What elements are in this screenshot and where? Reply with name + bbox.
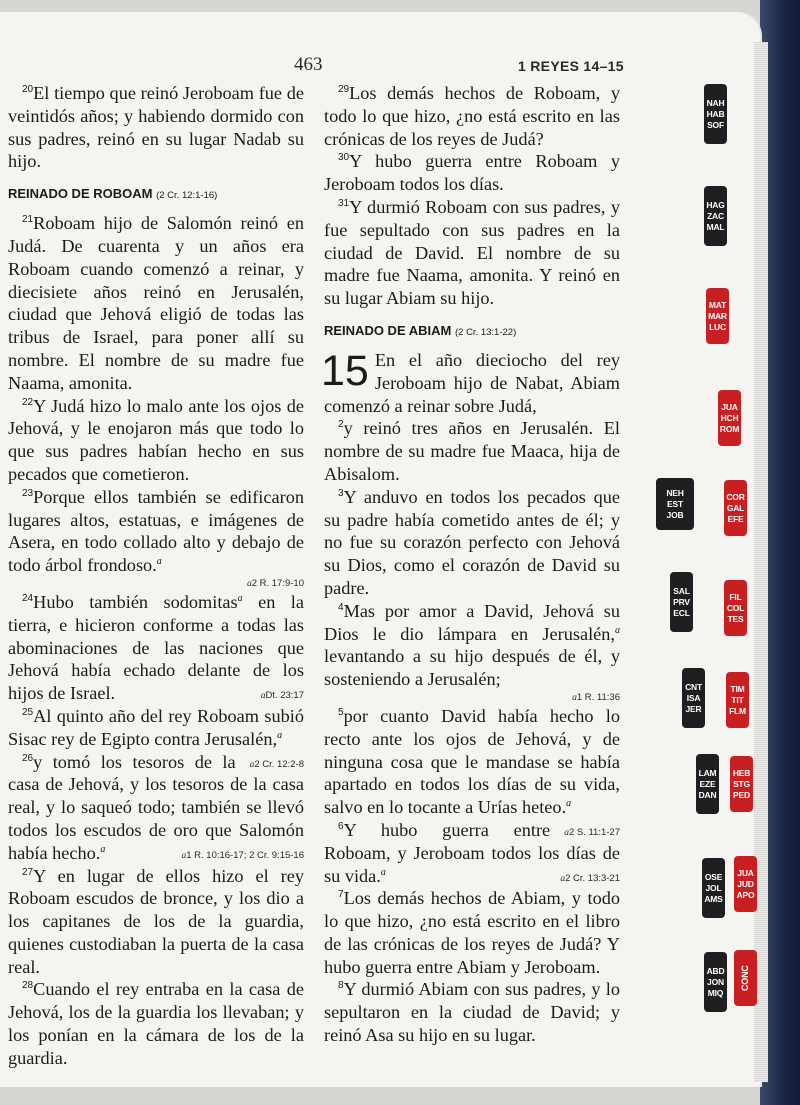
cross-ref-mark: a bbox=[181, 850, 187, 861]
cross-ref-mark: a bbox=[237, 592, 243, 604]
verse-number: 22 bbox=[22, 396, 34, 408]
thumb-tab-label: ECL bbox=[673, 607, 690, 618]
thumb-tab-label: NAH bbox=[706, 97, 725, 108]
cross-ref-mark: a bbox=[380, 866, 386, 878]
thumb-tab-label: LUC bbox=[709, 321, 726, 332]
thumb-tab-label: EST bbox=[667, 498, 683, 509]
cross-ref-mark: a bbox=[564, 827, 569, 838]
verse bbox=[324, 887, 620, 978]
cross-ref-mark: a bbox=[277, 729, 283, 741]
verse-text: Los demás hechos de Abiam, y todo lo que hizo, ¿no está escrito en el libro de las crónicas de los reyes de Judá? Y hubo guerra entre Abiam y Jeroboam. bbox=[324, 888, 620, 977]
verse bbox=[324, 82, 620, 150]
thumb-tab-label: JUA bbox=[721, 401, 738, 412]
thumb-tab[interactable] bbox=[726, 672, 749, 728]
verse-text: Y en lugar de ellos hizo el rey Roboam escudos de bronce, y los dio a los capitanes de los de la guardia, quienes custodiaban la puerta de la casa real. bbox=[8, 865, 304, 977]
thumb-tab-label: FIL bbox=[729, 591, 742, 602]
chapter-opening bbox=[321, 346, 620, 417]
section-heading bbox=[324, 321, 620, 343]
cross-reference: aDt. 23:17 bbox=[260, 690, 304, 702]
verse-number: 25 bbox=[22, 706, 34, 718]
verse-number: 6 bbox=[338, 820, 344, 832]
thumb-tab[interactable] bbox=[682, 668, 705, 728]
thumb-tab-label: COL bbox=[726, 602, 745, 613]
thumb-tab-label: HAB bbox=[706, 108, 725, 119]
cross-ref-mark: a bbox=[560, 873, 566, 884]
thumb-tab-label: HAG bbox=[706, 199, 725, 210]
thumb-tab-label: JUD bbox=[737, 878, 754, 889]
verse-number: 3 bbox=[338, 487, 344, 499]
verse-text: Mas por amor a David, Jehová su Dios le dio lámpara en Jerusalén, bbox=[324, 600, 620, 644]
thumb-tab-label: HCH bbox=[720, 412, 739, 423]
verse-number: 8 bbox=[338, 980, 344, 992]
thumb-tab-label: PED bbox=[733, 789, 750, 800]
thumb-tab[interactable] bbox=[704, 952, 727, 1012]
verse-number: 31 bbox=[338, 197, 350, 209]
cross-reference: a2 R. 17:9-10 bbox=[246, 577, 304, 589]
cross-reference: a1 R. 10:16-17; 2 Cr. 9:15-16 bbox=[181, 849, 304, 861]
verse bbox=[324, 978, 620, 1046]
thumb-tab-label: ROM bbox=[719, 423, 740, 434]
verse-number: 23 bbox=[22, 487, 34, 499]
verse-text: Roboam hijo de Salomón reinó en Judá. De cuarenta y un años era Roboam cuando comenzó a reinar, y diecisiete años reinó en Jerusalén, ciudad que Jehová eligió de todas las tribus de Israel, para poner allí su nombre. El nombre de su madre fue Naama, amonita. bbox=[8, 213, 304, 393]
cross-ref-mark: a bbox=[615, 624, 620, 636]
verse bbox=[8, 395, 304, 486]
cross-ref-mark: a bbox=[246, 578, 252, 589]
cross-reference: a1 R. 11:36 bbox=[572, 691, 620, 703]
verse-text: Hubo también sodomitas bbox=[33, 591, 238, 612]
thumb-tab-label: ZAC bbox=[707, 210, 724, 221]
thumb-tab-label: TIM bbox=[730, 683, 745, 694]
verse bbox=[8, 82, 304, 173]
thumb-tab-label: STG bbox=[733, 778, 750, 789]
thumb-tab-label: TIT bbox=[731, 694, 744, 705]
thumb-tab-label: JON bbox=[707, 976, 724, 987]
thumb-tab-label: MAL bbox=[706, 221, 725, 232]
section-heading-ref: (2 Cr. 13:1-22) bbox=[454, 326, 517, 338]
verse-number: 21 bbox=[22, 214, 34, 226]
thumb-tab[interactable] bbox=[724, 480, 747, 536]
cross-reference: a2 S. 11:1-27 bbox=[564, 826, 620, 838]
thumb-tab-label: CNT bbox=[685, 681, 702, 692]
verse-text: Y anduvo en todos los pecados que su padre había cometido antes de él; y no fue su corazón perfecto con Jehová su Dios, como el corazón de David su padre. bbox=[324, 486, 620, 598]
thumb-tab[interactable] bbox=[670, 572, 693, 632]
thumb-tab-label: ISA bbox=[686, 692, 701, 703]
left-column bbox=[8, 82, 304, 1070]
verse-text: levantando a su hijo después de él, y sosteniendo a Jerusalén; bbox=[324, 646, 620, 690]
thumb-tab-label: ABD bbox=[706, 965, 725, 976]
verse bbox=[324, 486, 620, 600]
thumb-tab-label: HEB bbox=[732, 767, 751, 778]
verse bbox=[8, 591, 304, 705]
thumb-tab[interactable] bbox=[724, 580, 747, 636]
thumb-tab-label: MIQ bbox=[707, 987, 724, 998]
thumb-tab[interactable] bbox=[656, 478, 694, 530]
thumb-tab[interactable] bbox=[702, 858, 725, 918]
cross-reference: a2 Cr. 13:3-21 bbox=[560, 872, 620, 884]
verse bbox=[8, 978, 304, 1069]
thumb-tab-label: SAL bbox=[673, 585, 690, 596]
thumb-tab-label: MAT bbox=[708, 299, 727, 310]
cross-ref-mark: a bbox=[566, 798, 572, 810]
thumb-tab-label: FLM bbox=[729, 705, 746, 716]
verse-text: y tomó los tesoros de la casa de Jehová, y los tesoros de la casa real, y lo saqueó todo; también se llevó todos los escudos de oro que Salomón había hecho. bbox=[8, 751, 304, 863]
verse-text: por cuanto David había hecho lo recto ante los ojos de Jehová, y de ninguna cosa que le mandase se había apartado en todos los días de su vida, salvo en lo tocante a Urías heteo. bbox=[324, 705, 620, 818]
thumb-tab-label: PRV bbox=[673, 596, 690, 607]
verse-number: 26 bbox=[22, 752, 34, 764]
verse bbox=[324, 705, 620, 838]
verse-text: El tiempo que reinó Jeroboam fue de veintidós años; y habiendo dormido con sus padres, reinó en su lugar Nadab su hijo. bbox=[8, 83, 304, 172]
verse-text: Y hubo guerra entre Roboam, y Jeroboam todos los días de su vida. bbox=[324, 819, 620, 886]
verse-text: En el año dieciocho del rey Jeroboam hijo de Nabat, Abiam comenzó a reinar sobre Judá, bbox=[324, 349, 620, 416]
verse bbox=[324, 150, 620, 196]
verse-text: Y hubo guerra entre Roboam y Jeroboam todos los días. bbox=[324, 151, 620, 195]
section-heading-ref: (2 Cr. 12:1-16) bbox=[156, 190, 218, 202]
chapter-number: 15 bbox=[321, 346, 369, 395]
thumb-tab-label: TES bbox=[727, 613, 744, 624]
bible-page bbox=[0, 12, 760, 1087]
verse bbox=[324, 600, 620, 691]
verse-text: y reinó tres años en Jerusalén. El nombre de su madre fue Maaca, hija de Abisalom. bbox=[324, 418, 620, 484]
thumb-tab-label: JOL bbox=[705, 882, 722, 893]
verse-text: Y durmió Roboam con sus padres, y fue sepultado con sus padres en la ciudad de David. El nombre de su madre fue Naama, amonita. Y reinó en su lugar Abiam su hijo. bbox=[324, 196, 620, 309]
thumb-tab[interactable] bbox=[704, 84, 727, 144]
cross-reference: a2 Cr. 12:2-8 bbox=[249, 758, 304, 770]
section-heading-title: REINADO DE ABIAM bbox=[324, 322, 452, 338]
verse-number: 2 bbox=[338, 419, 344, 431]
cross-ref-mark: a bbox=[572, 692, 577, 703]
verse-text: Al quinto año del rey Roboam subió Sisac rey de Egipto contra Jerusalén, bbox=[8, 705, 304, 749]
cross-ref-mark: a bbox=[100, 843, 106, 855]
verse-number: 24 bbox=[22, 592, 34, 604]
thumb-tab-label: EFE bbox=[727, 513, 744, 524]
verse bbox=[324, 417, 620, 485]
verse-text: en la tierra, e hicieron conforme a todas las abominaciones de las naciones que Jehová había echado delante de los hijos de Israel. bbox=[8, 591, 305, 704]
verse-text: Porque ellos también se edificaron lugares altos, estatuas, e imágenes de Asera, en todo collado alto y debajo de todo árbol frondoso. bbox=[8, 486, 304, 576]
cross-ref-mark: a bbox=[156, 556, 162, 568]
thumb-tab-label: MAR bbox=[708, 310, 727, 321]
verse bbox=[324, 196, 620, 310]
verse-text: Cuando el rey entraba en la casa de Jehová, los de la guardia los llevaban; y los ponían en la cámara de los de la guardia. bbox=[8, 979, 304, 1068]
thumb-tab-label: OSE bbox=[704, 871, 723, 882]
verse bbox=[8, 486, 304, 577]
thumb-tab-label: JER bbox=[685, 703, 702, 714]
page-fore-edge bbox=[754, 42, 768, 1082]
thumb-tab[interactable] bbox=[718, 390, 741, 446]
verse-number: 4 bbox=[338, 601, 344, 613]
verse bbox=[8, 865, 304, 979]
verse-number: 7 bbox=[338, 889, 344, 901]
section-heading bbox=[8, 184, 304, 206]
verse-number: 27 bbox=[22, 866, 34, 878]
thumb-tab-label: APO bbox=[736, 889, 755, 900]
verse-text: Y Judá hizo lo malo ante los ojos de Jehová, y le enojaron más que todo lo que sus padres habían hecho en sus pecados que cometieron. bbox=[8, 395, 304, 484]
thumb-tab-label: SOF bbox=[707, 119, 724, 130]
verse-text: Los demás hechos de Roboam, y todo lo que hizo, ¿no está escrito en las crónicas de los reyes de Judá? bbox=[324, 83, 620, 149]
thumb-tab-label: EZE bbox=[699, 778, 716, 789]
thumb-tab[interactable] bbox=[730, 756, 753, 812]
thumb-tab[interactable] bbox=[734, 856, 757, 912]
thumb-tab-label: DAN bbox=[698, 789, 717, 800]
thumb-tab[interactable] bbox=[696, 754, 719, 814]
thumb-tab[interactable] bbox=[706, 288, 729, 344]
section-heading-title: REINADO DE ROBOAM bbox=[8, 186, 153, 202]
right-column bbox=[321, 82, 620, 1047]
thumb-tab-label: CONC bbox=[740, 965, 750, 991]
thumb-tab-label: AMS bbox=[704, 893, 723, 904]
verse-number: 30 bbox=[338, 152, 350, 164]
thumb-tab[interactable] bbox=[704, 186, 727, 246]
thumb-tab-label: NEH bbox=[666, 487, 684, 498]
cross-ref-mark: a bbox=[249, 759, 255, 770]
cross-ref-mark: a bbox=[260, 691, 266, 702]
thumb-tab-label: LAM bbox=[698, 767, 717, 778]
verse-number: 29 bbox=[338, 83, 350, 95]
thumb-tab-label: JUA bbox=[737, 867, 754, 878]
page-number: 463 bbox=[294, 54, 323, 75]
verse-number: 28 bbox=[22, 980, 34, 992]
thumb-tab[interactable] bbox=[734, 950, 757, 1006]
verse bbox=[8, 212, 304, 394]
verse-text: Y durmió Abiam con sus padres, y lo sepultaron en la ciudad de David; y reinó Asa su hijo en su lugar. bbox=[324, 979, 620, 1046]
thumb-tab-label: GAL bbox=[726, 502, 745, 513]
verse-number: 20 bbox=[22, 83, 34, 95]
thumb-tab-label: COR bbox=[726, 491, 745, 502]
thumb-tab-label: JOB bbox=[666, 509, 684, 520]
running-head: 1 REYES 14–15 bbox=[518, 58, 624, 74]
verse-number: 5 bbox=[338, 706, 344, 718]
